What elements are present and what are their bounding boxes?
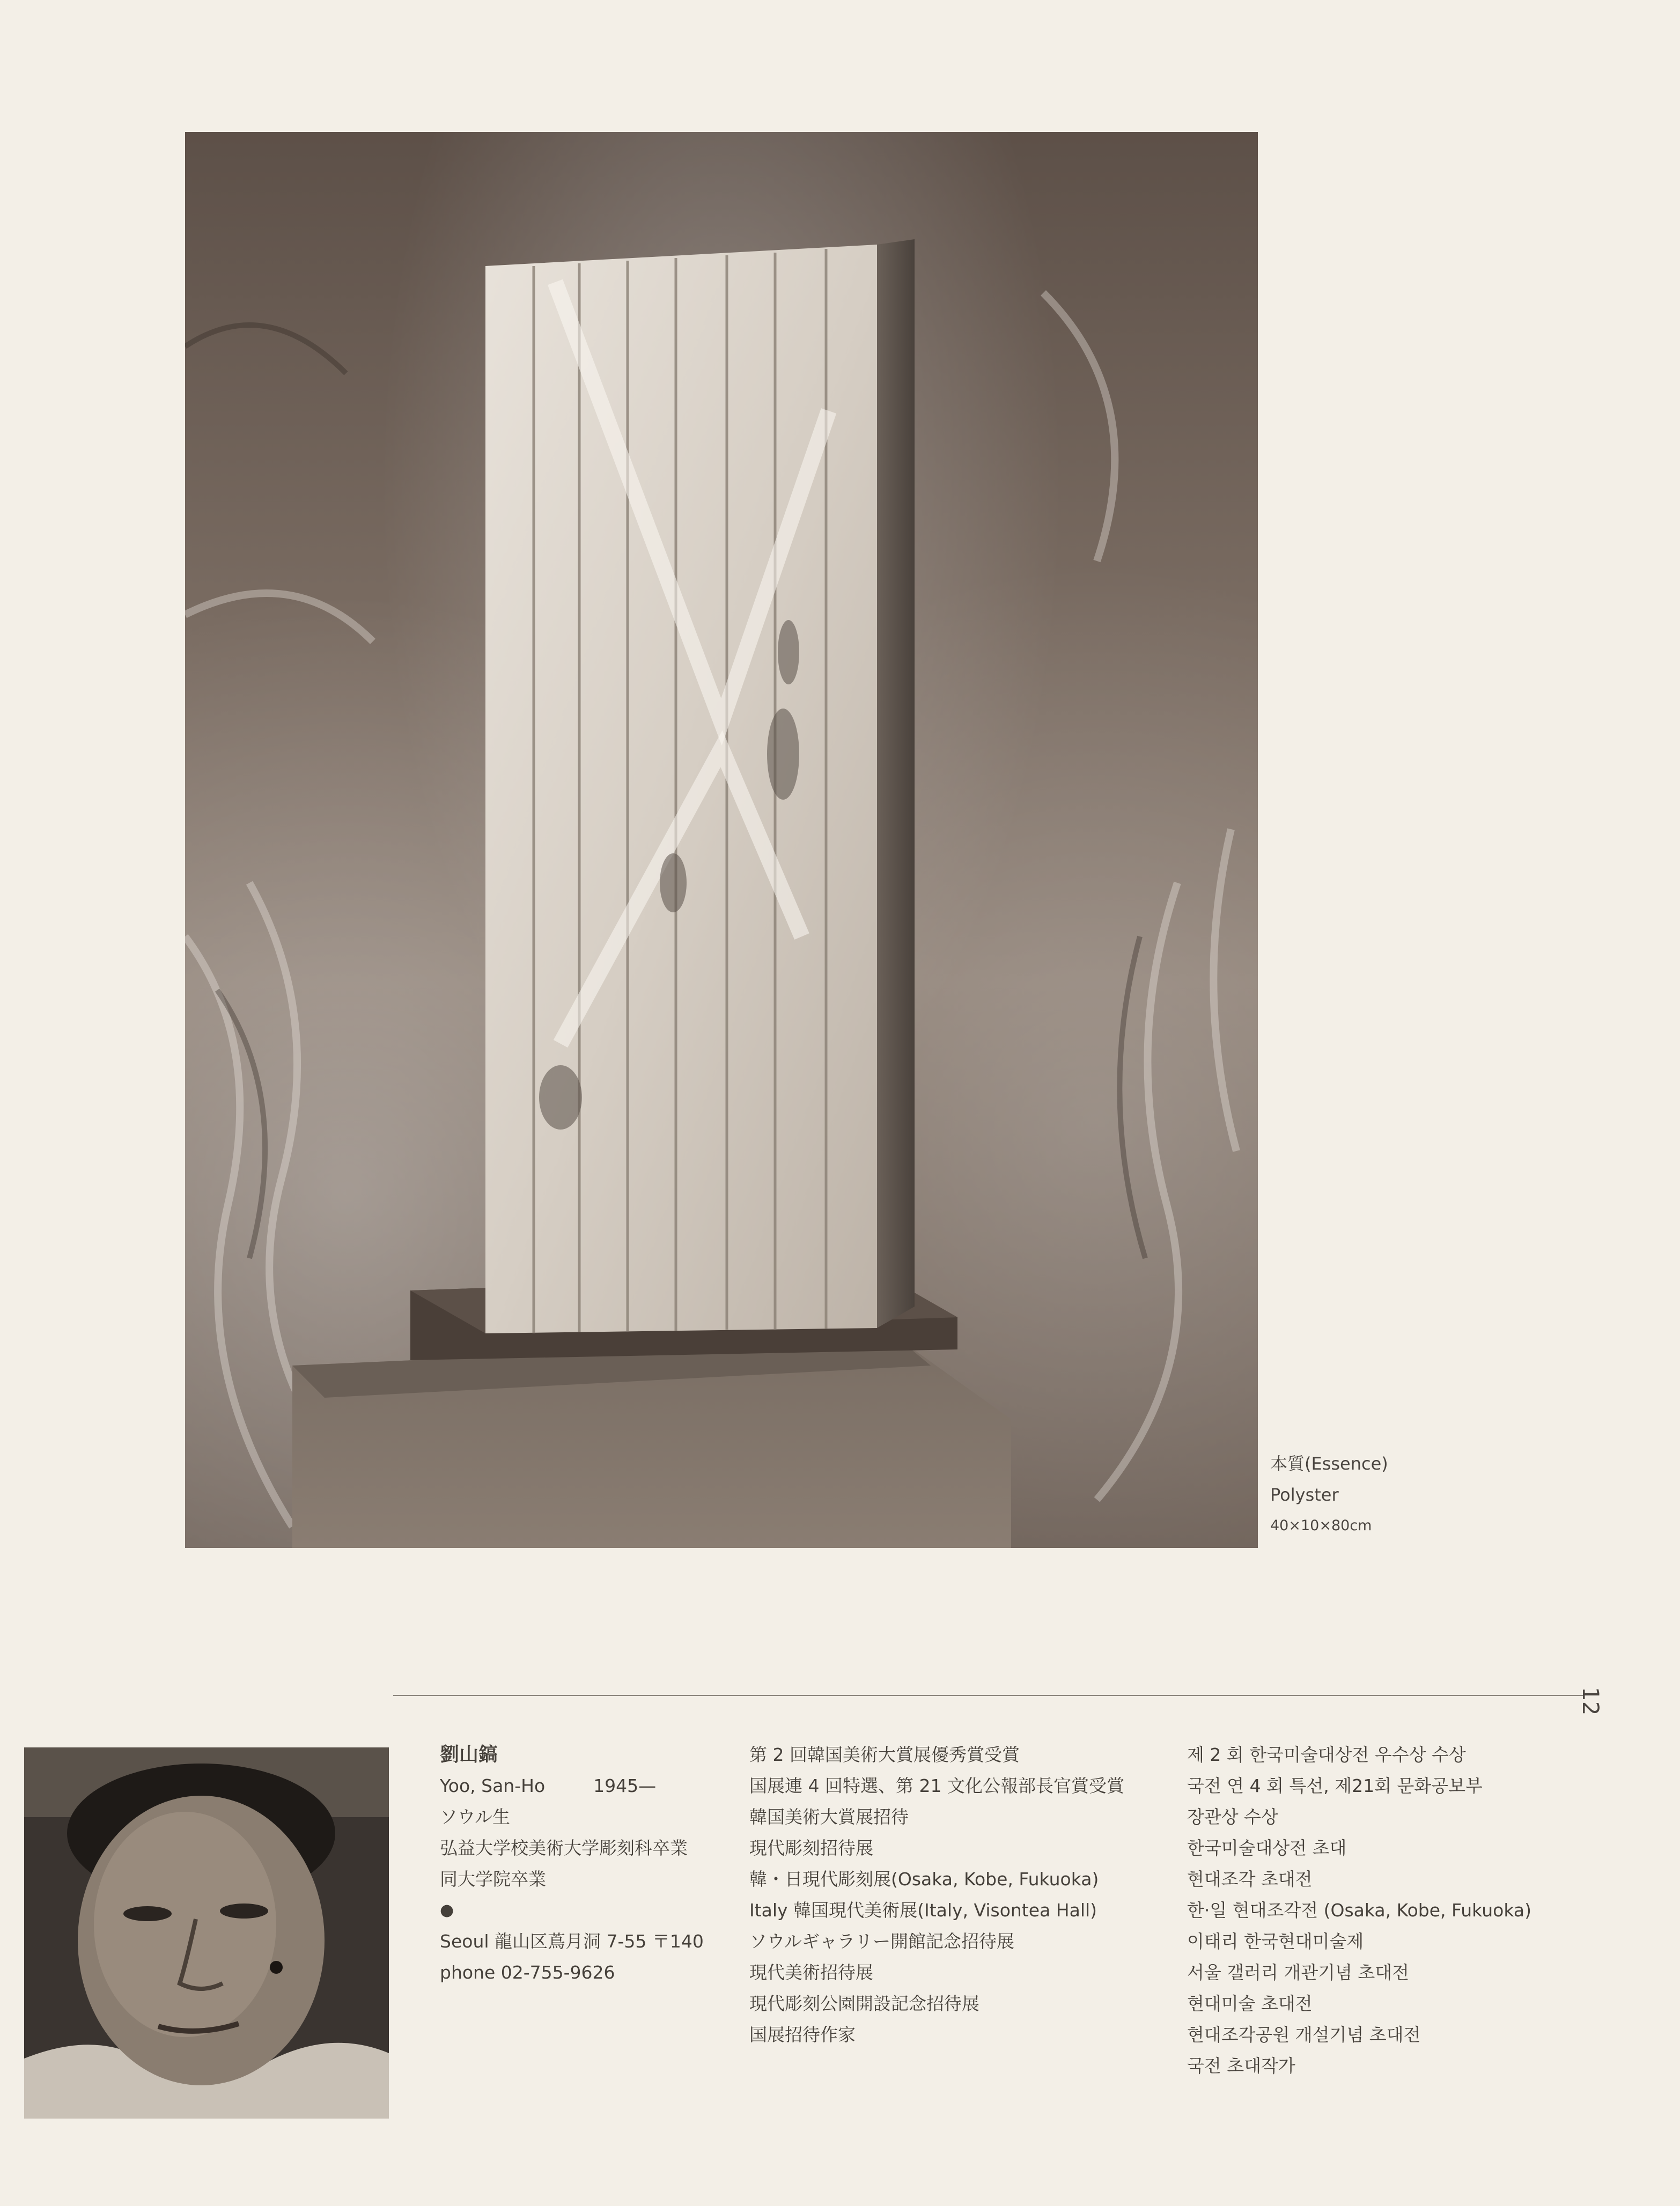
career-item: 현대조각 초대전	[1187, 1869, 1313, 1890]
career-item: 現代彫刻公園開設記念招待展	[749, 1993, 979, 2014]
portrait-illustration	[24, 1747, 389, 2119]
career-item: 国展連 4 回特選、第 21 文化公報部長官賞受賞	[749, 1775, 1124, 1796]
career-item: 서울 갤러리 개관기념 초대전	[1187, 1962, 1410, 1983]
artist-address: Seoul 龍山区蔦月洞 7-55 〒140	[440, 1931, 704, 1952]
artist-birth-year: 1945—	[593, 1775, 657, 1796]
career-item: Italy 韓国現代美術展(Italy, Visontea Hall)	[749, 1900, 1097, 1921]
artist-name-hanja: 劉山鎬	[440, 1744, 498, 1766]
page-number: 12	[1578, 1687, 1604, 1716]
artist-birthplace: ソウル生	[440, 1806, 511, 1827]
artist-name-row	[440, 1770, 704, 1802]
career-item: 第 2 回韓国美術大賞展優秀賞受賞	[749, 1744, 1020, 1765]
career-list-japanese	[749, 1739, 1124, 2050]
artist-phone: phone 02-755-9626	[440, 1962, 615, 1983]
career-item: 現代美術招待展	[749, 1962, 873, 1983]
artist-portrait	[24, 1747, 389, 2119]
artist-education-1: 弘益大学校美術大学彫刻科卒業	[440, 1838, 688, 1858]
career-item: 韓国美術大賞展招待	[749, 1806, 909, 1827]
artwork-dimensions: 40×10×80cm	[1270, 1517, 1372, 1534]
career-item: 국전 초대작가	[1187, 2055, 1295, 2076]
artwork-photo	[185, 132, 1258, 1548]
artist-name-roman: Yoo, San-Ho	[440, 1775, 546, 1796]
career-list-korean	[1187, 1739, 1531, 2082]
career-item: 장관상 수상	[1187, 1806, 1278, 1827]
career-item: 국전 연 4 회 특선, 제21회 문화공보부	[1187, 1775, 1483, 1796]
career-item: 한국미술대상전 초대	[1187, 1838, 1347, 1858]
career-item: 현대조각공원 개설기념 초대전	[1187, 2024, 1421, 2045]
career-item: 제 2 회 한국미술대상전 우수상 수상	[1187, 1744, 1466, 1765]
career-item: 이태리 한국현대미술제	[1187, 1931, 1364, 1952]
artwork-material: Polyster	[1270, 1485, 1339, 1505]
sculpture-illustration	[185, 132, 1258, 1548]
section-divider	[393, 1695, 1584, 1696]
artist-education-2: 同大学院卒業	[440, 1869, 546, 1890]
career-item: 国展招待作家	[749, 2024, 856, 2045]
career-item: 韓・日現代彫刻展(Osaka, Kobe, Fukuoka)	[749, 1869, 1099, 1890]
career-item: ソウルギャラリー開館記念招待展	[749, 1931, 1015, 1952]
artwork-title: 本質(Essence)	[1270, 1454, 1388, 1474]
career-item: 現代彫刻招待展	[749, 1838, 873, 1858]
career-item: 현대미술 초대전	[1187, 1993, 1313, 2014]
bullet-marker: ●	[440, 1901, 454, 1920]
artist-info	[440, 1739, 704, 1988]
artwork-caption	[1270, 1448, 1388, 1541]
career-item: 한·일 현대조각전 (Osaka, Kobe, Fukuoka)	[1187, 1900, 1531, 1921]
